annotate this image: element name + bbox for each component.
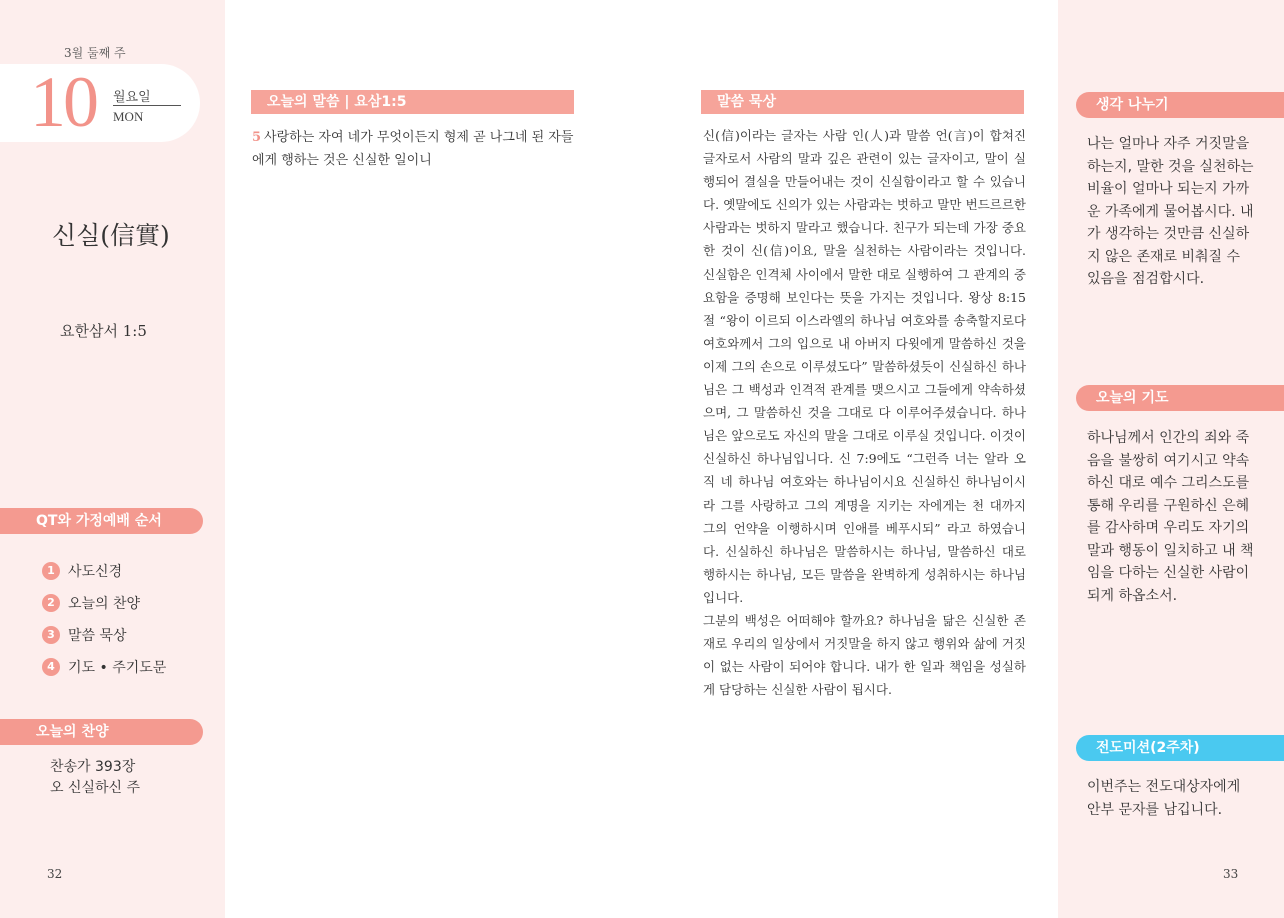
day-korean: 월요일 xyxy=(113,90,151,105)
share-text: 나는 얼마나 자주 거짓말을 하는지, 말한 것을 실천하는 비율이 얼마나 되는지 가까운 가족에게 물어봅시다. 내가 생각하는 것만큼 신실하지 않은 존재로 비춰질 수 있음을 점검합시다. xyxy=(1087,136,1254,287)
theme-title: 신실(信實) xyxy=(52,221,170,250)
step-label: 오늘의 찬양 xyxy=(68,596,141,612)
theme-reference: 요한삼서 1:5 xyxy=(60,322,147,340)
step-number-badge: 4 xyxy=(42,658,60,676)
verse-number: 5 xyxy=(252,130,262,145)
step-number-badge: 1 xyxy=(42,562,60,580)
meditation-paragraph: 신(信)이라는 글자는 사람 인(人)과 말씀 언(言)이 합쳐진 글자로서 사람의 말과 깊은 관련이 있는 글자이고, 말이 실행되어 결실을 만들어내는 것이 신실함이라고 할 수 있습니다. 옛말에도 신의가 있는 사람과는 벗하고 말만 번드르르한 사람과는 벗하지 말라고 했습니다. 친구가 되는데 가장 중요한 것이 신(信)이요, 말을 실천하는 사람이라는 것입니다. 신실함은 인격체 사이에서 말한 대로 실행하여 그 관계의 중요함을 증명해 보인다는 뜻을 가지는 것입니다. 왕상 8:15절 “왕이 이르되 이스라엘의 하나님 여호와를 송축할지로다 여호와께서 그의 입으로 내 아버지 다윗에게 말씀하신 것을 이제 그의 손으로 이루셨도다” 말씀하셨듯이 신실하신 하나님은 그 백성과 인격적 관계를 맺으시고 그들에게 약속하셨으며, 그 말씀하신 것을 그대로 다 이루어주셨습니다. 하나님은 앞으로도 자신의 말을 그대로 이루실 것입니다. 이것이 신실하신 하나님입니다. 신 7:9에도 “그런즉 너는 알라 오직 네 하나님 여호와는 하나님이시요 신실하신 하나님이시라 그를 사랑하고 그의 계명을 지키는 자에게는 천 대까지 그의 언약을 이행하시며 인애를 베푸시되” 라고 하였습니다. 신실하신 하나님은 말씀하시는 하나님, 말씀하신 대로 행하시는 하나님, 모든 말씀을 완벽하게 성취하시는 하나님입니다. xyxy=(703,128,1026,605)
qt-order-heading: QT와 가정예배 순서 xyxy=(0,508,203,534)
page-number-right: 33 xyxy=(1223,867,1239,881)
mission-heading: 전도미션(2주차) xyxy=(1076,735,1284,761)
meditation-body xyxy=(703,124,1026,701)
date-divider xyxy=(113,105,181,106)
scripture-text xyxy=(252,126,578,172)
list-item xyxy=(42,619,166,651)
step-label: 기도 • 주기도문 xyxy=(68,660,167,676)
share-heading: 생각 나누기 xyxy=(1076,92,1284,118)
week-label: 3월 둘째 주 xyxy=(64,46,126,60)
page-number-left: 32 xyxy=(47,867,63,881)
date-number: 10 xyxy=(30,62,96,142)
prayer-heading: 오늘의 기도 xyxy=(1076,385,1284,411)
hymn-heading: 오늘의 찬양 xyxy=(0,719,203,745)
day-english: MON xyxy=(113,109,144,124)
step-label: 말씀 묵상 xyxy=(68,628,127,644)
list-item xyxy=(42,555,166,587)
prayer-text: 하나님께서 인간의 죄와 죽음을 불쌍히 여기시고 약속하신 대로 예수 그리스도를 통해 우리를 구원하신 은혜를 감사하며 우리도 자기의 말과 행동이 일치하고 내 책임을 다하는 신실한 사람이 되게 하옵소서. xyxy=(1087,430,1254,604)
step-number-badge: 2 xyxy=(42,594,60,612)
qt-order-list xyxy=(42,555,166,683)
mission-text: 이번주는 전도대상자에게 안부 문자를 남깁니다. xyxy=(1087,779,1241,818)
hymn-info xyxy=(50,757,140,799)
verse-text: 사랑하는 자여 네가 무엇이든지 형제 곧 나그네 된 자들에게 행하는 것은 신실한 일이니 xyxy=(252,130,574,168)
hymn-title: 오 신실하신 주 xyxy=(50,780,141,796)
meditation-paragraph: 그분의 백성은 어떠해야 할까요? 하나님을 닮은 신실한 존재로 우리의 일상에서 거짓말을 하지 않고 행위와 삶에 거짓이 없는 사람이 되어야 합니다. 내가 한 일과 책임을 성실하게 담당하는 신실한 사람이 됩시다. xyxy=(703,612,1026,698)
step-label: 사도신경 xyxy=(68,564,123,580)
step-number-badge: 3 xyxy=(42,626,60,644)
list-item xyxy=(42,587,166,619)
scripture-heading: 오늘의 말씀 | 요삼1:5 xyxy=(251,90,574,114)
meditation-heading: 말씀 묵상 xyxy=(701,90,1024,114)
hymn-number: 찬송가 393장 xyxy=(50,759,136,775)
list-item xyxy=(42,651,166,683)
